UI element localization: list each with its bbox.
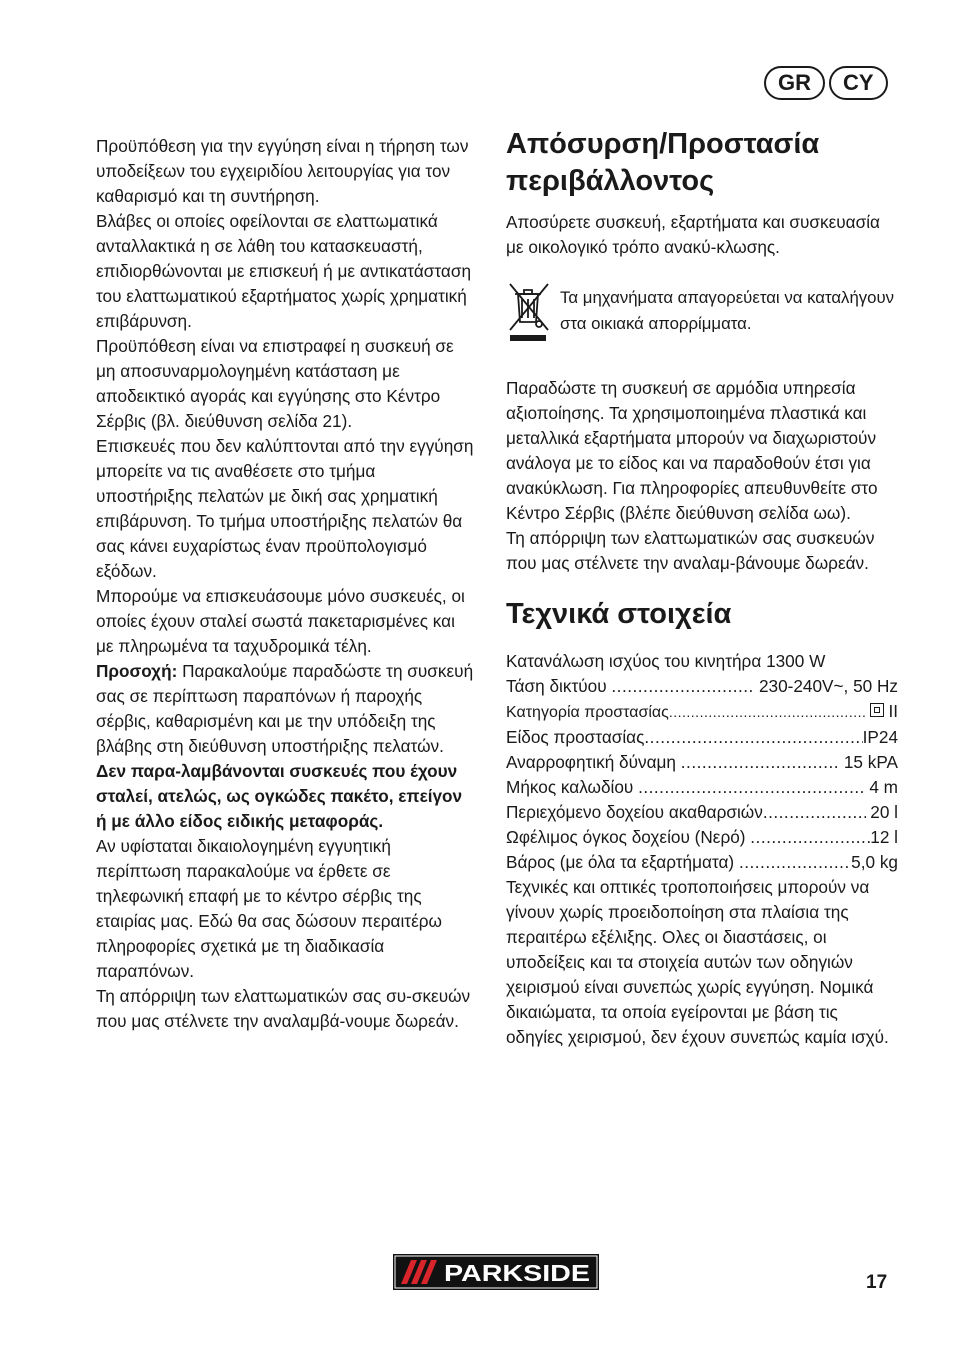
disposal-intro: Αποσύρετε συσκευή, εξαρτήματα και συσκευασία με οικολογικό τρόπο ανακύ-κλωσης. (506, 212, 880, 257)
spec-label: Ωφέλιμος όγκος δοχείου (Νερό) (506, 827, 746, 847)
page-number: 17 (866, 1272, 888, 1293)
right-column (506, 126, 898, 1050)
spec-value: II (888, 701, 898, 721)
spec-leader-dots (611, 674, 754, 699)
spec-value: 230-240V~, 50 Hz (758, 676, 898, 696)
warranty-paragraph: Τη απόρριψη των ελαττωματικών σας συ-σκευών που μας στέλνετε την αναλαμβά-νουμε δωρεάν. (96, 986, 471, 1031)
spec-label: Αναρροφητική δύναμη (506, 752, 676, 772)
spec-row (506, 725, 898, 750)
weee-notice (506, 280, 898, 342)
spec-row (506, 674, 898, 699)
warranty-column (96, 134, 476, 1034)
crossed-out-wheelie-bin-icon (506, 280, 554, 342)
warranty-paragraph: Μπορούμε να επισκευάσουμε μόνο συσκευές, οι οποίες έχουν σταλεί σωστά πακεταρισμένες και με πληρωμένα τα ταχυδρομικά τέλη. (96, 586, 465, 656)
spec-row (506, 699, 898, 725)
attention-label: Προσοχή: (96, 661, 178, 681)
spec-value: 12 l (870, 827, 898, 847)
parkside-logo-text: PARKSIDE (444, 1260, 590, 1286)
parkside-logo (393, 1254, 599, 1290)
spec-value: 15 kPA (843, 752, 898, 772)
technical-notice: Τεχνικές και οπτικές τροποποιήσεις μπορούν να γίνουν χωρίς προειδοποίηση στα πλαίσια της περαιτέρω εξέλιξης. Ολες οι διαστάσεις, οι υποδείξεις και τα στοιχεία αυτών των οδηγιών χειρισμού είναι συνεπώς χωρίς εγγύηση. Νομικά δικαιώματα, τα οποία εγείρονται με βάση τις οδηγίες χειρισμού, δεν έχουν συνεπώς καμία ισχύ. (506, 877, 889, 1047)
spec-label: Είδος προστασίας (506, 727, 645, 747)
spec-row (506, 825, 898, 850)
spec-value: 4 m (869, 777, 898, 797)
disposal-paragraph: Παραδώστε τη συσκευή σε αρμόδια υπηρεσία αξιοποίησης. Τα χρησιμοποιημένα πλαστικά και μεταλλικά εξαρτήματα μπορούν να διαχωριστούν ανάλογα με το είδος και να παραδοθούν έτσι για ανακύκλωση. Για πληροφορίες απευθυνθείτε στο Κέντρο Σέρβις (βλέπε διεύθυνση σελίδα ωω). (506, 378, 878, 523)
warranty-paragraph: Επισκευές που δεν καλύπτονται από την εγγύηση μπορείτε να τις αναθέσετε στο τμήμα υποστήριξης πελατών με δική σας χρηματική επιβάρυνση. Το τμήμα υποστήριξης πελατών θα σας κάνει ευχαρίστως έναν προϋπολογισμό εξόδων. (96, 436, 474, 581)
bold-notice: Δεν παρα-λαμβάνονται συσκευές που έχουν σταλεί, ατελώς, ως ογκώδες πακέτο, επείγον ή με άλλο είδος ειδικής μεταφοράς. (96, 761, 463, 831)
disposal-paragraph: Τη απόρριψη των ελαττωματικών σας συσκευών που μας στέλνετε την αναλαμ-βάνουμε δωρεάν. (506, 528, 875, 573)
spec-row (506, 750, 898, 775)
warranty-paragraph: Προϋπόθεση είναι να επιστραφεί η συσκευή σε μη αποσυναρμολογημένη κατάσταση με αποδεικτικό αγοράς και εγγύησης στο Κέντρο Σέρβις (βλ. διεύθυνση σελίδα 21). (96, 336, 454, 431)
spec-value: 5,0 kg (851, 852, 898, 872)
spec-leader-dots (681, 750, 839, 775)
warranty-paragraph: Αν υφίσταται δικαιολογημένη εγγυητική περίπτωση παρακαλούμε να έρθετε σε τηλεφωνική επαφή με το κέντρο σέρβις της εταιρίας μας. Εδώ θα σας δώσουν περαιτέρω πληροφορίες σχετικά με τη διαδικασία παραπόνων. (96, 836, 442, 981)
attention-text: Παρακαλούμε παραδώστε τη συσκευή σας σε περίπτωση παραπόνων ή παροχής σέρβις, καθαρισμένη και με την υπόδειξη της βλάβης στη διεύθυνση υποστήριξης πελατών. (96, 661, 474, 756)
weee-text: Τα μηχανήματα απαγορεύεται να καταλήγουν στα οικιακά απορρίμματα. (560, 288, 895, 333)
warranty-paragraph: Βλάβες οι οποίες οφείλονται σε ελαττωματικά ανταλλακτικά η σε λάθη του κατασκευαστή, επιδιορθώνονται με επισκευή ή με αντικατάσταση του ελαττωματικού εξαρτήματος χωρίς χρηματική επιβάρυνση. (96, 211, 472, 331)
spec-label: Κατηγορία προστασίας (506, 704, 669, 721)
spec-list (506, 649, 898, 875)
language-badge-gr: GR (764, 66, 825, 100)
spec-leader-dots (739, 850, 851, 875)
spec-value: 1300 W (766, 651, 826, 671)
spec-leader-dots (669, 700, 866, 725)
spec-row (506, 775, 898, 800)
spec-label: Βάρος (με όλα τα εξαρτήματα) (506, 852, 735, 872)
spec-leader-dots (763, 800, 866, 825)
language-badge-cy: CY (829, 66, 888, 100)
spec-leader-dots (644, 725, 862, 750)
class-ii-icon (870, 703, 884, 717)
spec-leader-dots (750, 825, 870, 850)
warranty-paragraph: Προϋπόθεση για την εγγύηση είναι η τήρηση των υποδείξεων του εγχειριδίου λειτουργίας για τον καθαρισμό και τη συντήρηση. (96, 136, 469, 206)
spec-value: 20 l (870, 802, 898, 822)
spec-label: Κατανάλωση ισχύος του κινητήρα (506, 651, 762, 671)
spec-label: Τάση δικτύου (506, 676, 607, 696)
spec-row (506, 850, 898, 875)
attention-paragraph (96, 659, 476, 759)
spec-leader-dots (638, 775, 864, 800)
language-badges (764, 66, 888, 100)
spec-row (506, 800, 898, 825)
spec-label: Μήκος καλωδίου (506, 777, 634, 797)
spec-row (506, 649, 898, 674)
disposal-heading: Απόσυρση/Προστασία περιβάλλοντος (506, 128, 820, 197)
spec-label: Περιεχόμενο δοχείου ακαθαρσιών (506, 802, 763, 822)
spec-value: IP24 (862, 727, 898, 747)
technical-heading: Τεχνικά στοιχεία (506, 598, 732, 630)
